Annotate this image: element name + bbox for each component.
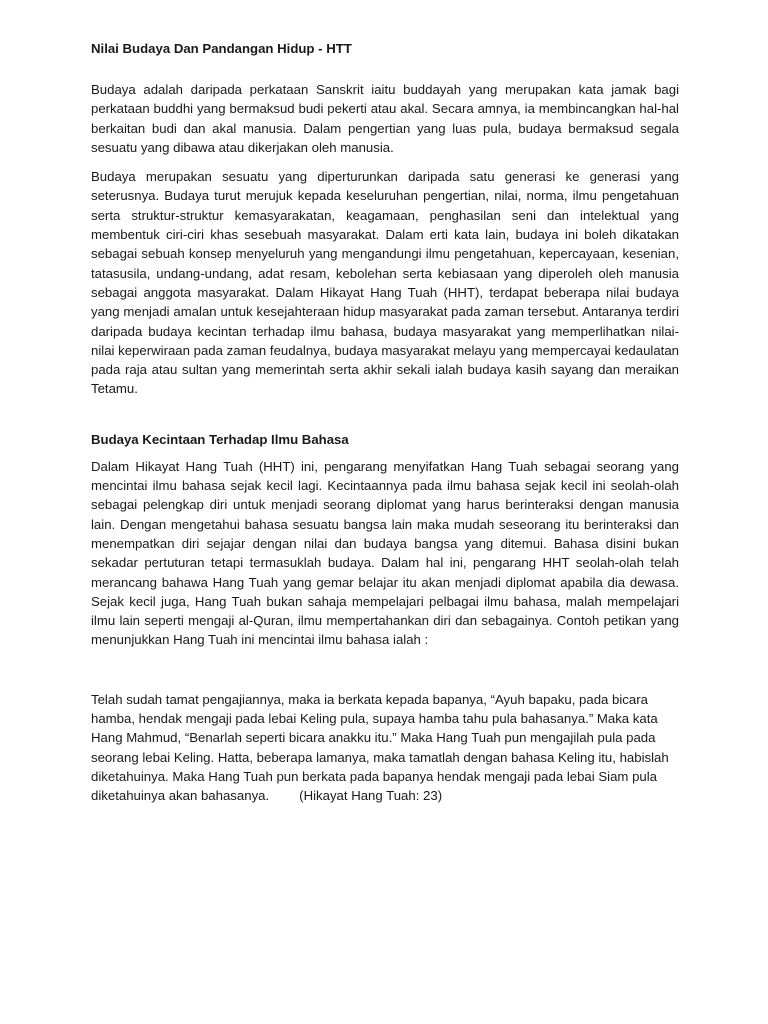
section-paragraph: Dalam Hikayat Hang Tuah (HHT) ini, pengarang menyifatkan Hang Tuah sebagai seorang yang mencintai ilmu bahasa sejak kecil lagi. Kecintaannya pada ilmu bahasa sejak kecil ini seolah-olah sebagai pelengkap diri untuk menjadi seorang diplomat yang harus berinteraksi dengan manusia lain. Dengan mengetahui bahasa sesuatu bangsa lain maka mudah seseorang itu berinteraksi dan menempatkan diri sejajar dengan nilai dan budaya bangsa yang ditemui. Bahasa disini bukan sekadar pertuturan tetapi termasuklah budaya. Dalam hal ini, pengarang HHT seolah-olah telah merancang bahawa Hang Tuah yang gemar belajar itu akan menjadi diplomat apabila dia dewasa. Sejak kecil juga, Hang Tuah bukan sahaja mempelajari pelbagai ilmu bahasa, malah mempelajari ilmu lain seperti mengaji al-Quran, ilmu mempertahankan diri dan sebagainya. Contoh petikan yang menunjukkan Hang Tuah ini mencintai ilmu bahasa ialah : <box>91 458 679 648</box>
intro-paragraph-1: Budaya adalah daripada perkataan Sanskrit iaitu buddayah yang merupakan kata jamak bagi perkataan buddhi yang bermaksud budi pekerti atau akal. Secara amnya, ia membincangkan hal-hal berkaitan budi dan akal manusia. Dalam pengertian yang luas pula, budaya bermaksud segala sesuatu yang dibawa atau dikerjakan oleh manusia. <box>91 82 679 155</box>
quote-citation: (Hikayat Hang Tuah: 23) <box>299 788 443 804</box>
quote-paragraph <box>91 690 679 806</box>
intro-paragraph-2: Budaya merupakan sesuatu yang diperturunkan daripada satu generasi ke generasi yang seterusnya. Budaya turut merujuk kepada keseluruhan pengertian, nilai, norma, ilmu pengetahuan serta struktur-struktur kemasyarakatan, keagamaan, penghasilan seni dan intelektual yang membentuk ciri-ciri khas sesebuah masyarakat. Dalam erti kata lain, budaya ini boleh dikatakan sebagai sebuah konsep menyeluruh yang mengandungi ilmu pengetahuan, kepercayaan, kesenian, tatasusila, undang-undang, adat resam, kebolehan serta kebiasaan yang diperoleh oleh manusia sebagai anggota masyarakat. Dalam Hikayat Hang Tuah (HHT), terdapat beberapa nilai budaya yang menjadi amalan untuk kesejahteraan hidup masyarakat pada zaman tersebut. Antaranya terdiri daripada budaya kecintan terhadap ilmu bahasa, budaya masyarakat yang memperlihatkan nilai-nilai keperwiraan pada zaman feudalnya, budaya masyarakat melayu yang mempercayai kedaulatan pada raja atau sultan yang memerintah serta akhir sekali ialah budaya kasih sayang dan meraikan Tetamu. <box>91 169 679 397</box>
spacer <box>91 660 679 690</box>
quote-text: Telah sudah tamat pengajiannya, maka ia berkata kepada bapanya, “Ayuh bapaku, pada bicara hamba, hendak mengaji pada lebai Keling pula, supaya hamba tahu pula bahasanya.” Maka kata Hang Mahmud, “Benarlah seperti bicara anakku itu.” Maka Hang Tuah pun mengajilah pula pada seorang lebai Keling. Hatta, beberapa lamanya, maka tamatlah dengan bahasa Keling itu, habislah diketahuinya. Maka Hang Tuah pun berkata pada bapanya hendak mengaji pada lebai Siam pula diketahuinya akan bahasanya. <box>91 691 669 804</box>
document-page <box>91 40 679 816</box>
document-title: Nilai Budaya Dan Pandangan Hidup - HTT <box>91 41 352 56</box>
section-heading: Budaya Kecintaan Terhadap Ilmu Bahasa <box>91 431 349 447</box>
